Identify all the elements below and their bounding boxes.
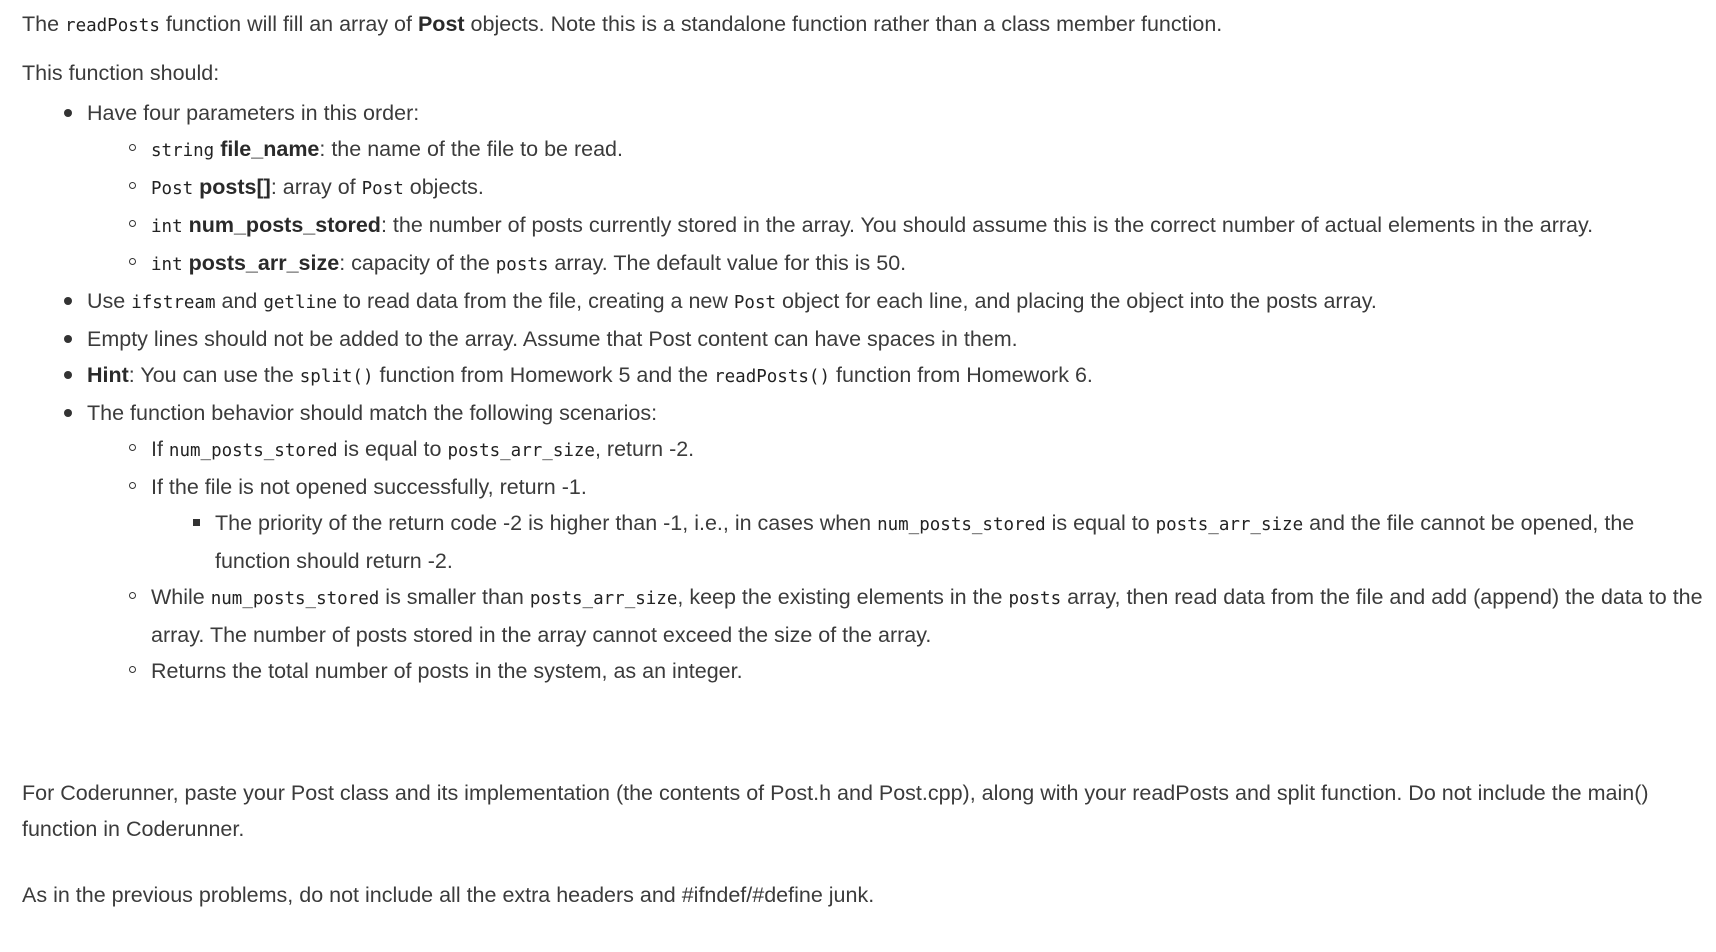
coderunner-paragraph: For Coderunner, paste your Post class and its implementation (the contents of Post.h and Post.cpp), along with your readPosts and split function. Do not include the main() function in Coderunner. — [22, 781, 1649, 841]
param-type: string — [151, 141, 215, 161]
text: The priority of the return code -2 is higher than -1, i.e., in cases when — [215, 511, 878, 535]
code-num-posts-stored: num_posts_stored — [210, 589, 380, 609]
param-num-posts-stored — [87, 207, 1712, 245]
param-name: posts[] — [199, 175, 271, 199]
param-desc: : array of — [270, 175, 362, 199]
param-type: Post — [151, 179, 194, 199]
code-posts-arr-size: posts_arr_size — [529, 589, 678, 609]
param-code: posts — [495, 255, 549, 275]
list-item-ifstream — [22, 283, 1712, 321]
spacer — [22, 847, 1712, 877]
code-ifstream: ifstream — [131, 293, 216, 313]
text: and — [215, 289, 264, 313]
intro-text: The — [22, 12, 66, 36]
text: : You can use the — [128, 363, 300, 387]
text: is smaller than — [379, 585, 530, 609]
param-posts-arr-size — [87, 245, 1712, 283]
param-desc: : the number of posts currently stored in the array. You should assume this is the correct number of actual elements in the array. — [380, 213, 1594, 237]
text: function from Homework 6. — [830, 363, 1093, 387]
list-item-behavior — [22, 395, 1712, 689]
assignment-text — [22, 6, 1712, 913]
parameters-list — [87, 131, 1712, 283]
text: is equal to — [337, 437, 448, 461]
code-posts-arr-size: posts_arr_size — [447, 441, 595, 461]
list-item-hint — [22, 357, 1712, 395]
param-desc: : capacity of the — [339, 251, 496, 275]
scenario-return-minus-2 — [87, 431, 1712, 469]
text: to read data from the file, creating a new — [337, 289, 734, 313]
scenario-return-minus-1 — [87, 469, 1712, 579]
scenario-append — [87, 579, 1712, 653]
text: While — [151, 585, 211, 609]
should-paragraph: This function should: — [22, 61, 220, 85]
text: If the file is not opened successfully, return -1. — [151, 475, 587, 499]
priority-list — [151, 505, 1712, 579]
intro-text: function will fill an array of — [159, 12, 418, 36]
code-readposts: readPosts() — [714, 367, 830, 387]
param-name: num_posts_stored — [188, 213, 381, 237]
param-code: Post — [361, 179, 404, 199]
text: function from Homework 5 and the — [373, 363, 715, 387]
hint-label: Hint — [87, 363, 129, 387]
list-item-parameters — [22, 95, 1712, 283]
param-type: int — [151, 217, 183, 237]
text: and the file cannot be opened, the function should return -2. — [215, 511, 1635, 573]
text: , return -2. — [594, 437, 695, 461]
param-file-name — [87, 131, 1712, 169]
behavior-lead: The function behavior should match the following scenarios: — [87, 401, 658, 425]
code-post: Post — [733, 293, 777, 313]
param-desc: : the name of the file to be read. — [319, 137, 623, 161]
text: array, then read data from the file and add (append) the data to the array. The number of posts stored in the array cannot exceed the size of the array. — [151, 585, 1703, 647]
param-desc: array. The default value for this is 50. — [548, 251, 907, 275]
param-posts — [87, 169, 1712, 207]
code-posts-arr-size: posts_arr_size — [1155, 515, 1304, 535]
bold-post: Post — [417, 12, 465, 36]
parameters-lead: Have four parameters in this order: — [87, 101, 420, 125]
code-readposts: readPosts — [65, 16, 160, 36]
text: is equal to — [1045, 511, 1156, 535]
intro-paragraph — [22, 6, 1712, 44]
scenarios-list — [87, 431, 1712, 689]
param-name: posts_arr_size — [188, 251, 340, 275]
code-posts: posts — [1008, 589, 1062, 609]
param-type: int — [151, 255, 183, 275]
scenario-return-total: Returns the total number of posts in the system, as an integer. — [87, 653, 1712, 689]
code-num-posts-stored: num_posts_stored — [877, 515, 1046, 535]
param-desc: objects. — [403, 175, 484, 199]
text: object for each line, and placing the object into the posts array. — [776, 289, 1377, 313]
text: If — [151, 437, 169, 461]
list-item-empty-lines: Empty lines should not be added to the array. Assume that Post content can have spaces in them. — [22, 321, 1712, 357]
code-getline: getline — [263, 293, 338, 313]
code-num-posts-stored: num_posts_stored — [168, 441, 338, 461]
text: Use — [87, 289, 132, 313]
code-split: split() — [299, 367, 374, 387]
headers-paragraph: As in the previous problems, do not include all the extra headers and #ifndef/#define junk. — [22, 883, 875, 907]
priority-note — [151, 505, 1712, 579]
spacer — [22, 689, 1712, 775]
requirements-list — [22, 95, 1712, 689]
intro-text: objects. Note this is a standalone function rather than a class member function. — [464, 12, 1223, 36]
text: , keep the existing elements in the — [677, 585, 1009, 609]
param-name: file_name — [220, 137, 320, 161]
